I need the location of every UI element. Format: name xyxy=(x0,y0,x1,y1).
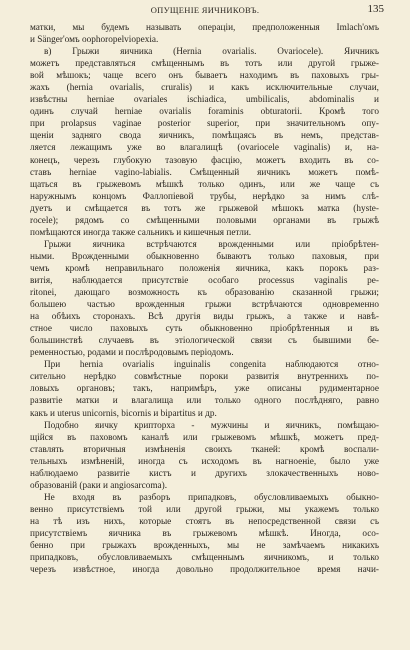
text-line: ловыхъ органовъ; такъ, напримѣръ, уже описаны рудиментарное xyxy=(30,384,379,395)
text-line: большинствѣ случаевъ въ этіологической связи съ бывшими бе- xyxy=(30,336,379,347)
text-line: чемъ кромѣ неправильнаго положенія яичника, какъ порокъ раз- xyxy=(30,263,379,274)
text-line: в) Грыжи яичника (Hernia ovarialis. Ovariocele). Яичникъ xyxy=(44,47,379,58)
text-line: ritonei, дающаго возможность къ образованію сказанной грыжи; xyxy=(30,288,379,299)
text-line: щеніи задняго свода яичникъ, помѣщаясь въ немъ, представ- xyxy=(30,131,379,142)
text-line: при prolapsus vaginae posterior superior, при значительномъ опу- xyxy=(30,119,379,130)
text-line: Не входя въ разборъ припадковъ, обусловливаемыхъ обыкно- xyxy=(44,492,379,503)
text-line: развитіе матки и влагалища или только одного послѣдняго, равно xyxy=(30,396,379,407)
running-title: ОПУЩЕНІЕ ЯИЧНИКОВЪ. xyxy=(150,5,260,15)
text-line: конецъ, черезъ глубокую тазовую фасцію, можетъ входить въ со- xyxy=(30,155,379,166)
page-number: 135 xyxy=(367,3,384,15)
text-line: матки, мы будемъ называть операціи, предположенныя Imlach'омъ xyxy=(30,23,379,33)
text-line: наружнымъ концомъ Фаллопіевой трубы, нерѣдко за нимъ слѣ- xyxy=(30,191,379,202)
text-line: присутствіемъ яичника въ грыжевомъ мѣшкѣ. Иногда, осо- xyxy=(30,528,379,539)
text-line: сительно нерѣдко совмѣстные пороки развитія внутреннихъ по- xyxy=(30,372,379,383)
text-line: образованій (раки и angiosarcoma). xyxy=(30,480,168,491)
body-text xyxy=(30,22,379,576)
text-line: При hernia ovarialis inguinalis congenita наблюдаются отно- xyxy=(44,360,379,371)
text-line: ставъ herniae vagino-labialis. Смѣщенный яичникъ можетъ помѣ- xyxy=(30,167,379,178)
text-line: можетъ представляться смѣщеннымъ въ тотъ или другой грыже- xyxy=(30,59,379,70)
text-line: на тѣ изъ нихъ, которые стоятъ въ непосредственной связи съ xyxy=(30,516,379,527)
text-line: щійся въ паховомъ каналѣ или грыжевомъ мѣшкѣ, можетъ пред- xyxy=(30,432,379,443)
text-line: ляется лежащимъ уже во влагалищѣ (ovariocele vaginalis) и, на- xyxy=(30,143,379,154)
text-line: извѣстны herniae ovariales ischiadica, umbilicalis, abdominalis и xyxy=(30,95,379,106)
text-line: rocele); рядомъ со смѣщенными половыми органами въ грыжѣ xyxy=(30,215,379,226)
running-header xyxy=(0,5,410,19)
text-line: какъ и uterus unicornis, bicornis и bipartitus и др. xyxy=(30,408,217,419)
text-line: ными. Врожденными обыкновенно бываютъ только паховыя, при xyxy=(30,251,379,262)
text-line: ставлять вторичныя измѣненія своихъ тканей: кромѣ воспали- xyxy=(30,444,379,455)
text-line: бенно при грыжахъ врожденныхъ, мы не замѣчаемъ никакихъ xyxy=(30,541,379,552)
text-line: вой мѣшокъ; чаще всего онъ бываетъ находимъ въ паховыхъ гры- xyxy=(30,71,379,82)
text-line: наблюдаемо развитіе кистъ и другихъ злокачественныхъ ново- xyxy=(30,468,379,479)
text-line: черезъ извѣстное, иногда довольно продолжительное время начи- xyxy=(30,565,379,576)
text-line: венно присутствіемъ той или другой грыжи, мы укажемъ только xyxy=(30,504,379,515)
text-line: жахъ (hernia ovarialis, cruralis) и какъ исключительные случаи, xyxy=(30,83,379,94)
text-line: щаться въ грыжевомъ мѣшкѣ только одинъ, или же чаще съ xyxy=(30,179,379,190)
text-line: одинъ случай herniae ovarialis foraminis obturatorii. Кромѣ того xyxy=(30,107,379,118)
text-line: тельныхъ измѣненій, иногда съ исходомъ въ нагноеніе, было уже xyxy=(30,456,379,467)
text-line: на обѣихъ сторонахъ. Всѣ другія виды грыжъ, а также и навѣ- xyxy=(30,312,379,323)
text-line: помѣщаются иногда также сальникъ и кишечныя петли. xyxy=(30,227,252,238)
text-line: припадковъ, обусловливаемыхъ смѣщеннымъ яичникомъ, и только xyxy=(30,553,379,564)
text-line: Подобно яичку крипторха - мужчины и яичникъ, помѣщаю- xyxy=(44,420,379,431)
text-line: и Sänger'омъ oophoropelviopexia. xyxy=(30,35,159,46)
text-line: ременностью, родами и послѣродовымъ періодомъ. xyxy=(30,348,234,359)
text-line: стное число паховыхъ суть обыкновенно пріобрѣтенныя и въ xyxy=(30,324,379,335)
text-line: дуетъ и смѣщается въ тотъ же грыжевой мѣшокъ матка (hyste- xyxy=(30,203,379,214)
text-line: витія, наблюдается присутствіе особаго processus vaginalis pe- xyxy=(30,275,379,286)
text-line: большею частью врожденныя грыжи встрѣчаются одновременно xyxy=(30,300,379,311)
text-line: Грыжи яичника встрѣчаются врожденными или пріобрѣтен- xyxy=(44,239,379,250)
